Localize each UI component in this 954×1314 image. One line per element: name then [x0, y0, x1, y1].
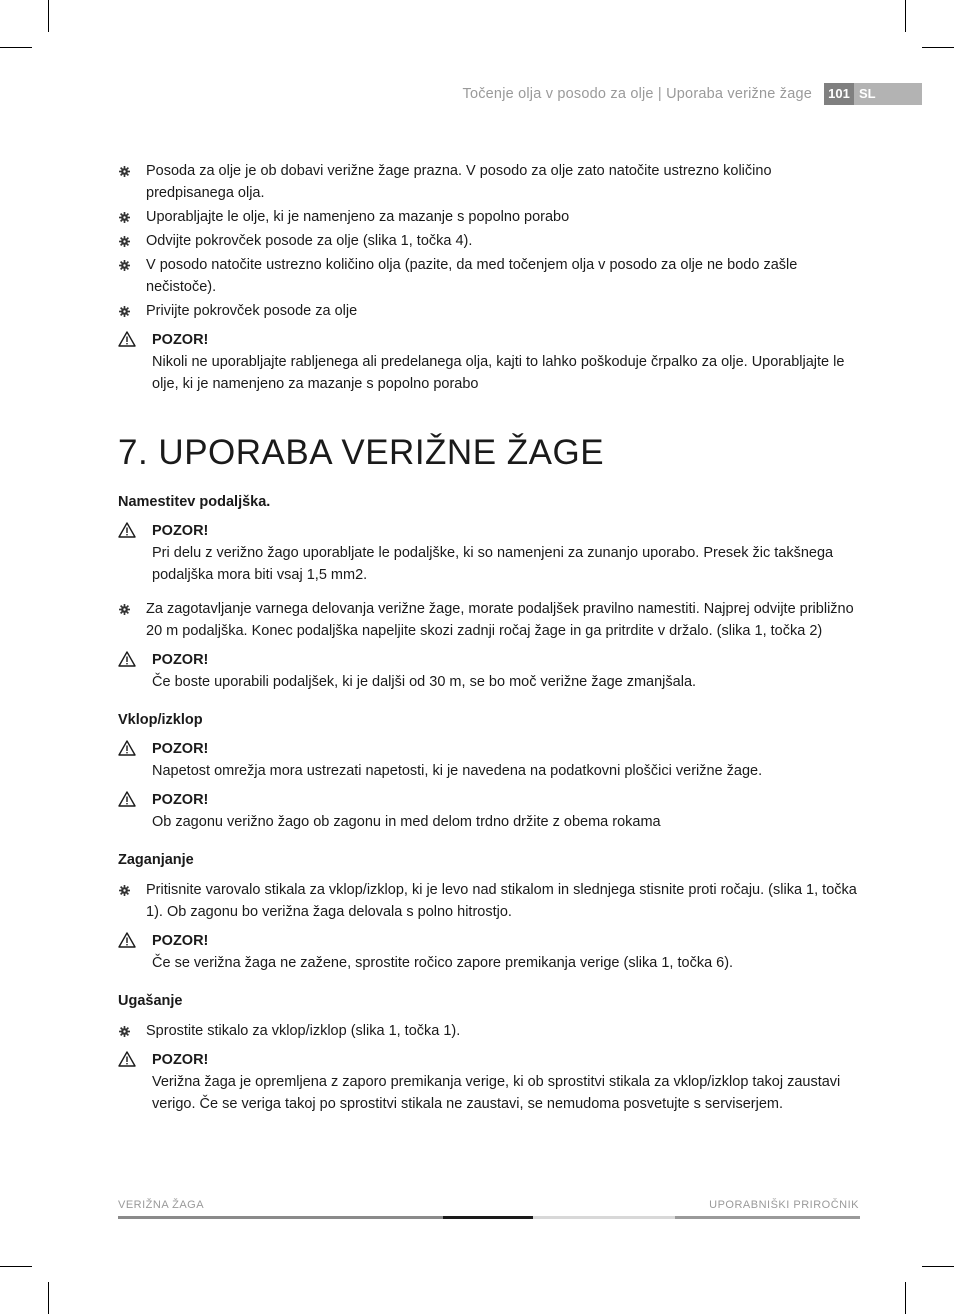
crop-mark — [48, 1282, 49, 1314]
list-item: Za zagotavljanje varnega delovanja verižne žage, morate podaljšek pravilno namestiti. Najprej odvijte približno 20 m podaljška. Konec podaljška napeljite skozi zadnji ročaj žage in ga pritrdite v držalo. (slika 1, točka 2) — [118, 598, 860, 642]
crop-mark — [922, 1266, 954, 1267]
warning-block — [118, 789, 860, 833]
section-heading: Ugašanje — [118, 993, 183, 1009]
footer-rule — [533, 1216, 675, 1219]
warning-triangle-icon — [118, 740, 136, 756]
warning-triangle-icon — [118, 932, 136, 948]
warning-label: POZOR! — [152, 652, 209, 668]
gear-bullet-icon — [119, 1026, 130, 1037]
gear-bullet-icon — [119, 212, 130, 223]
warning-label: POZOR! — [152, 1052, 209, 1068]
footer-rule — [675, 1216, 860, 1219]
gear-bullet-icon — [119, 236, 130, 247]
warning-block — [118, 930, 860, 974]
warning-triangle-icon — [118, 1051, 136, 1067]
list-item: Pritisnite varovalo stikala za vklop/izklop, ki je levo nad stikalom in slednjega stisnite proti ročaju. (slika 1, točka 1). Ob zagonu bo verižna žaga delovala s polno hitrostjo. — [118, 879, 860, 923]
warning-text: Pri delu z verižno žago uporabljate le podaljške, ki so namenjeni za zunanjo uporabo. Presek žic takšnega podaljška mora biti vsaj 1,5 mm2. — [152, 545, 834, 583]
warning-triangle-icon — [118, 522, 136, 538]
gear-bullet-icon — [119, 604, 130, 615]
list-item: Posoda za olje je ob dobavi verižne žage prazna. V posodo za olje zato natočite ustrezno količino predpisanega olja. — [118, 160, 860, 204]
list-item: Odvijte pokrovček posode za olje (slika 1, točka 4). — [118, 230, 860, 252]
gear-bullet-icon — [119, 885, 130, 896]
warning-triangle-icon — [118, 331, 136, 347]
crop-mark — [905, 0, 906, 32]
section-heading: Zaganjanje — [118, 852, 194, 868]
list-item: Sprostite stikalo za vklop/izklop (slika 1, točka 1). — [118, 1020, 860, 1042]
warning-label: POZOR! — [152, 792, 209, 808]
list-item: Privijte pokrovček posode za olje — [118, 300, 860, 322]
warning-text: Ob zagonu verižno žago ob zagonu in med delom trdno držite z obema rokama — [152, 814, 661, 830]
crop-mark — [0, 47, 32, 48]
page-number: 101 — [824, 83, 854, 105]
gear-bullet-icon — [119, 166, 130, 177]
warning-block — [118, 1049, 860, 1115]
warning-block — [118, 329, 860, 395]
warning-block — [118, 738, 860, 782]
warning-text: Napetost omrežja mora ustrezati napetosti, ki je navedena na podatkovni ploščici verižne žage. — [152, 763, 763, 779]
list-item: Uporabljajte le olje, ki je namenjeno za mazanje s popolno porabo — [118, 206, 860, 228]
warning-label: POZOR! — [152, 933, 209, 949]
gear-bullet-icon — [119, 260, 130, 271]
section-heading: Namestitev podaljška. — [118, 494, 271, 510]
warning-triangle-icon — [118, 651, 136, 667]
crop-mark — [0, 1266, 32, 1267]
chapter-title: 7. UPORABA VERIŽNE ŽAGE — [118, 433, 605, 472]
footer-product: VERIŽNA ŽAGA — [118, 1199, 205, 1211]
page-tab — [824, 83, 922, 105]
main-content — [118, 160, 860, 1117]
warning-label: POZOR! — [152, 741, 209, 757]
warning-label: POZOR! — [152, 523, 209, 539]
crop-mark — [48, 0, 49, 32]
running-header: Točenje olja v posodo za olje | Uporaba verižne žage — [462, 86, 812, 102]
footer-rule — [118, 1216, 443, 1219]
language-code: SL — [859, 86, 876, 101]
warning-block — [118, 520, 860, 586]
warning-triangle-icon — [118, 791, 136, 807]
warning-block — [118, 649, 860, 693]
warning-text: Nikoli ne uporabljajte rabljenega ali predelanega olja, kajti to lahko poškoduje črpalko za olje. Uporabljajte le olje, ki je namenjeno za mazanje s popolno porabo — [152, 354, 845, 392]
footer-manual: UPORABNIŠKI PRIROČNIK — [709, 1199, 859, 1211]
crop-mark — [905, 1282, 906, 1314]
warning-label: POZOR! — [152, 332, 209, 348]
footer-rule — [443, 1216, 533, 1219]
warning-text: Če se verižna žaga ne zažene, sprostite ročico zapore premikanja verige (slika 1, točka 6). — [152, 955, 734, 971]
warning-text: Če boste uporabili podaljšek, ki je daljši od 30 m, se bo moč verižne žage zmanjšala. — [152, 674, 697, 690]
crop-mark — [922, 47, 954, 48]
warning-text: Verižna žaga je opremljena z zaporo premikanja verige, ki ob sprostitvi stikala za vklop/izklop takoj zaustavi verigo. Če se veriga takoj po sprostitvi stikala ne zaustavi, se nemudoma posvetujte s serviserjem. — [152, 1074, 841, 1112]
section-heading: Vklop/izklop — [118, 712, 203, 728]
gear-bullet-icon — [119, 306, 130, 317]
list-item: V posodo natočite ustrezno količino olja (pazite, da med točenjem olja v posodo za olje ne bodo zašle nečistoče). — [118, 254, 860, 298]
